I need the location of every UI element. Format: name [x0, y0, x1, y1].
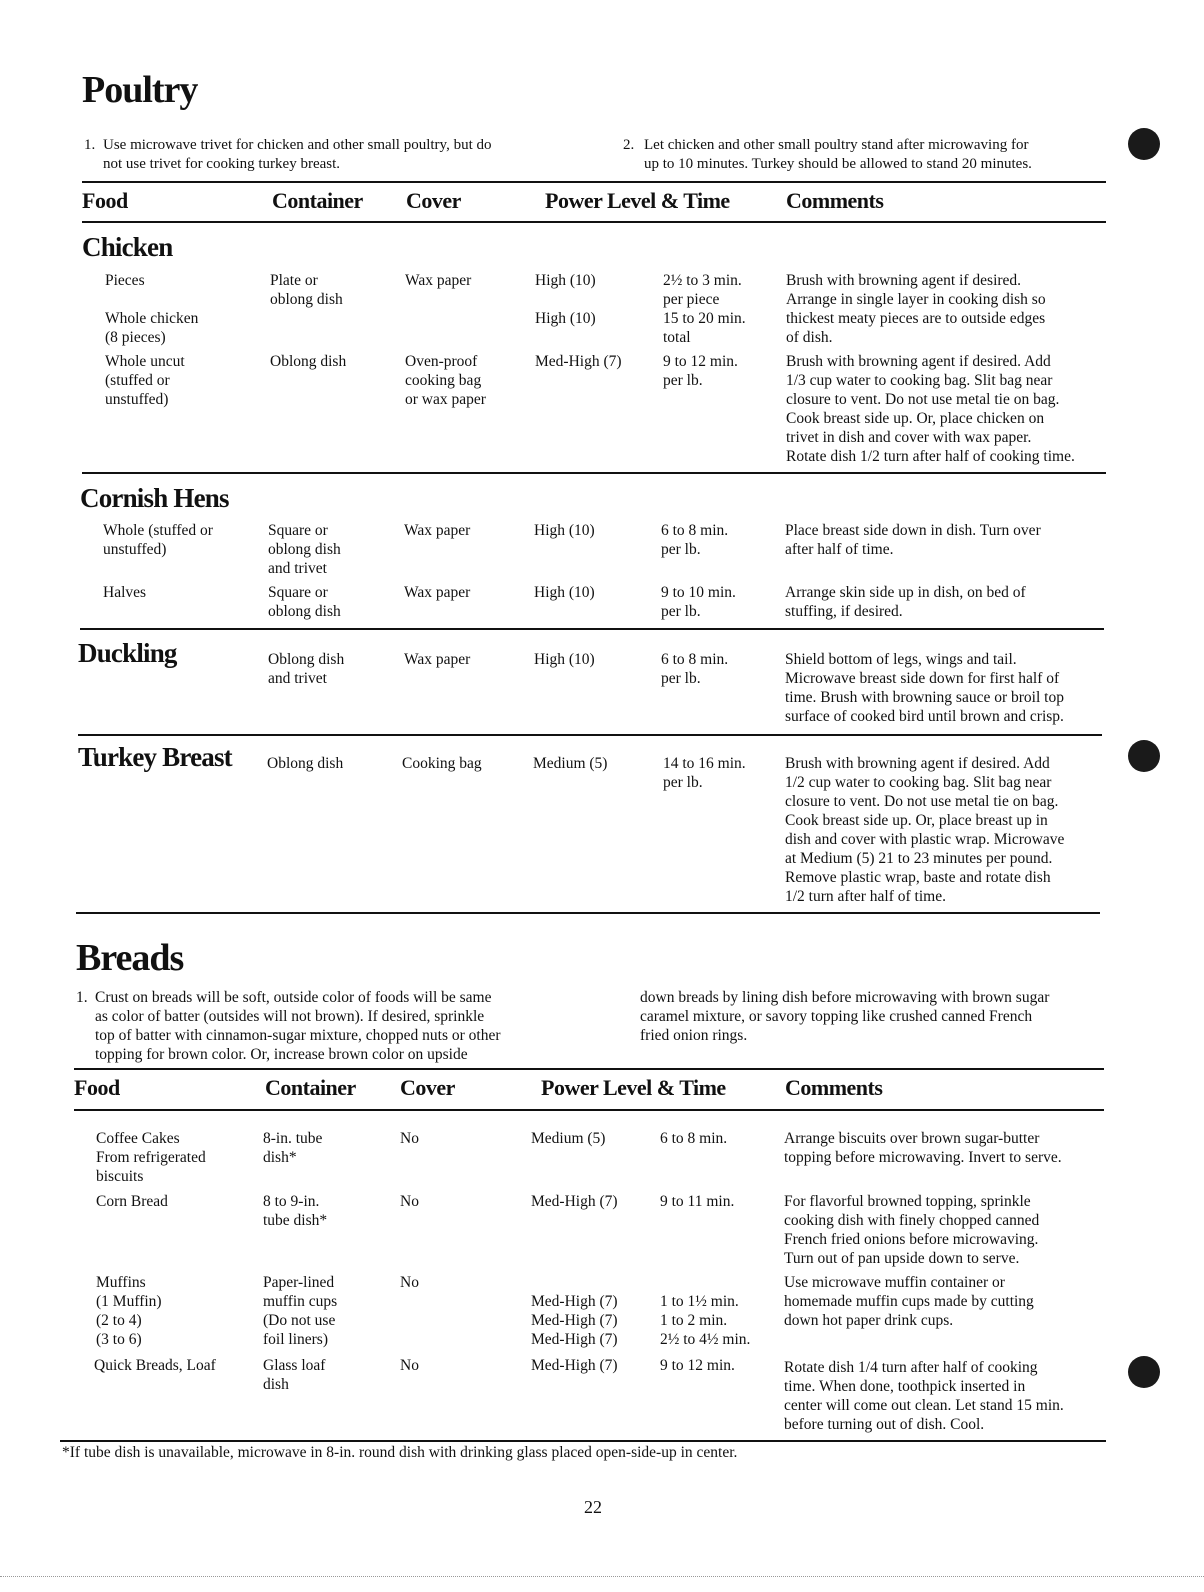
breads-note-left: Crust on breads will be soft, outside color of foods will be same as color of batter (outsides will not brown). If desired, sprinkle top of batter with cinnamon-sugar mixture, chopped nuts or other topping for brown color. Or, increase brown color on upside	[95, 989, 501, 1063]
poultry-title: Poultry	[82, 69, 198, 111]
turkey-container: Oblong dish	[267, 755, 344, 772]
breads-header-power: Power Level & Time	[541, 1075, 726, 1100]
chicken-whole-food: Whole chicken (8 pieces)	[105, 310, 199, 346]
corn-bread-comments: For flavorful browned topping, sprinkle cooking dish with finely chopped canned French fried onions before microwaving. Turn out of pan upside down to serve.	[784, 1193, 1040, 1267]
corn-bread-time: 9 to 11 min.	[660, 1193, 735, 1210]
cornish-whole-power: High (10)	[534, 522, 595, 539]
cornish-halves-comments: Arrange skin side up in dish, on bed of stuffing, if desired.	[785, 584, 1026, 620]
rule-after-chicken	[82, 472, 1106, 474]
cornish-halves-cover: Wax paper	[404, 584, 471, 601]
quick-breads-food: Quick Breads, Loaf	[94, 1357, 216, 1374]
coffee-cakes-time: 6 to 8 min.	[660, 1130, 728, 1147]
poultry-note-1: Use microwave trivet for chicken and other small poultry, but do not use trivet for cooking turkey breast.	[103, 137, 492, 172]
binder-hole-middle	[1128, 740, 1160, 772]
cornish-halves-time: 9 to 10 min. per lb.	[661, 584, 736, 620]
turkey-cover: Cooking bag	[402, 755, 482, 772]
poultry-note-2-num: 2.	[623, 137, 635, 153]
coffee-cakes-comments: Arrange biscuits over brown sugar-butter topping before microwaving. Invert to serve.	[784, 1130, 1062, 1166]
section-duckling: Duckling	[78, 638, 177, 668]
chicken-pieces-cover: Wax paper	[405, 272, 472, 289]
chicken-uncut-cover: Oven-proof cooking bag or wax paper	[405, 353, 486, 408]
breads-footnote: *If tube dish is unavailable, microwave in 8-in. round dish with drinking glass placed open-side-up in center.	[62, 1444, 738, 1461]
breads-header-comments: Comments	[785, 1075, 883, 1100]
poultry-header-power: Power Level & Time	[545, 188, 730, 213]
chicken-uncut-time: 9 to 12 min. per lb.	[663, 353, 738, 389]
poultry-note-1-num: 1.	[84, 137, 96, 153]
breads-header-container: Container	[265, 1075, 356, 1100]
chicken-uncut-container: Oblong dish	[270, 353, 347, 370]
breads-bottom-rule	[60, 1440, 1106, 1442]
cornish-halves-power: High (10)	[534, 584, 595, 601]
cornish-whole-time: 6 to 8 min. per lb.	[661, 522, 729, 558]
poultry-header-comments: Comments	[786, 188, 884, 213]
muffins-power: Med-High (7) Med-High (7) Med-High (7)	[531, 1293, 618, 1348]
corn-bread-power: Med-High (7)	[531, 1193, 618, 1210]
quick-breads-container: Glass loaf dish	[263, 1357, 326, 1393]
binder-hole-top	[1128, 128, 1160, 160]
breads-note-right: down breads by lining dish before microwaving with brown sugar caramel mixture, or savory topping like crushed canned French fried onion rings.	[640, 989, 1050, 1044]
breads-title: Breads	[76, 937, 184, 979]
chicken-whole-time: 15 to 20 min. total	[663, 310, 746, 346]
section-cornish-hens: Cornish Hens	[80, 483, 229, 513]
coffee-cakes-food: Coffee Cakes From refrigerated biscuits	[96, 1130, 206, 1185]
breads-header-bottom-rule	[74, 1109, 1104, 1111]
cornish-whole-cover: Wax paper	[404, 522, 471, 539]
chicken-whole-power: High (10)	[535, 310, 596, 327]
cornish-halves-container: Square or oblong dish	[268, 584, 341, 620]
duckling-comments: Shield bottom of legs, wings and tail. Microwave breast side down for first half of time. Brush with browning sauce or broil top surface of cooked bird until brown and crisp.	[785, 651, 1064, 725]
cornish-whole-comments: Place breast side down in dish. Turn over after half of time.	[785, 522, 1041, 558]
cornish-whole-food: Whole (stuffed or unstuffed)	[103, 522, 213, 558]
chicken-pieces-comments: Brush with browning agent if desired. Arrange in single layer in cooking dish so thickest meaty pieces are to outside edges of dish.	[786, 272, 1046, 346]
duckling-cover: Wax paper	[404, 651, 471, 668]
breads-header-cover: Cover	[400, 1075, 455, 1100]
coffee-cakes-container: 8-in. tube dish*	[263, 1130, 323, 1166]
breads-header-top-rule	[74, 1068, 1104, 1070]
poultry-header-container: Container	[272, 188, 363, 213]
duckling-power: High (10)	[534, 651, 595, 668]
poultry-header-food: Food	[82, 188, 128, 213]
corn-bread-food: Corn Bread	[96, 1193, 168, 1210]
corn-bread-container: 8 to 9-in. tube dish*	[263, 1193, 328, 1229]
muffins-container: Paper-lined muffin cups (Do not use foil liners)	[263, 1274, 338, 1348]
muffins-time: 1 to 1½ min. 1 to 2 min. 2½ to 4½ min.	[660, 1293, 751, 1348]
rule-after-cornish	[80, 628, 1104, 630]
poultry-header-cover: Cover	[406, 188, 461, 213]
breads-note-num: 1.	[76, 989, 88, 1006]
muffins-comments: Use microwave muffin container or homemade muffin cups made by cutting down hot paper drink cups.	[784, 1274, 1034, 1329]
quick-breads-power: Med-High (7)	[531, 1357, 618, 1374]
chicken-uncut-food: Whole uncut (stuffed or unstuffed)	[105, 353, 185, 408]
binder-hole-bottom	[1128, 1356, 1160, 1388]
rule-after-duckling	[78, 734, 1102, 736]
rule-after-turkey	[76, 912, 1100, 914]
cornish-whole-container: Square or oblong dish and trivet	[268, 522, 341, 577]
poultry-note-2: Let chicken and other small poultry stand after microwaving for up to 10 minutes. Turkey should be allowed to stand 20 minutes.	[644, 137, 1032, 172]
poultry-header-bottom-rule	[82, 221, 1106, 223]
quick-breads-comments: Rotate dish 1/4 turn after half of cooking time. When done, toothpick inserted in center will come out clean. Let stand 15 min. before turning out of dish. Cool.	[784, 1359, 1064, 1433]
corn-bread-cover: No	[400, 1193, 419, 1210]
chicken-uncut-comments: Brush with browning agent if desired. Add 1/3 cup water to cooking bag. Slit bag near closure to vent. Do not use metal tie on bag. Cook breast side up. Or, place chicken on trivet in dish and cover with wax paper. Rotate dish 1/2 turn after half of cooking time.	[786, 353, 1075, 465]
poultry-header-top-rule	[82, 181, 1106, 183]
page-number: 22	[584, 1497, 602, 1517]
turkey-power: Medium (5)	[533, 755, 608, 772]
chicken-pieces-power: High (10)	[535, 272, 596, 289]
chicken-pieces-food: Pieces	[105, 272, 145, 289]
coffee-cakes-power: Medium (5)	[531, 1130, 606, 1147]
muffins-food: Muffins (1 Muffin) (2 to 4) (3 to 6)	[96, 1274, 162, 1348]
section-turkey-breast: Turkey Breast	[78, 742, 232, 772]
scan-edge-line	[0, 1576, 1204, 1577]
coffee-cakes-cover: No	[400, 1130, 419, 1147]
chicken-pieces-container: Plate or oblong dish	[270, 272, 343, 308]
chicken-uncut-power: Med-High (7)	[535, 353, 622, 370]
muffins-cover: No	[400, 1274, 419, 1291]
turkey-time: 14 to 16 min. per lb.	[663, 755, 746, 791]
quick-breads-time: 9 to 12 min.	[660, 1357, 735, 1374]
quick-breads-cover: No	[400, 1357, 419, 1374]
section-chicken: Chicken	[82, 232, 173, 262]
chicken-pieces-time: 2½ to 3 min. per piece	[663, 272, 742, 308]
cornish-halves-food: Halves	[103, 584, 147, 601]
breads-header-food: Food	[74, 1075, 120, 1100]
turkey-comments: Brush with browning agent if desired. Add 1/2 cup water to cooking bag. Slit bag near closure to vent. Do not use metal tie on bag. Cook breast side up. Or, place breast up in dish and cover with plastic wrap. Microwave at Medium (5) 21 to 23 minutes per pound. Remove plastic wrap, baste and rotate dish 1/2 turn after half of time.	[785, 755, 1065, 905]
duckling-time: 6 to 8 min. per lb.	[661, 651, 729, 687]
duckling-container: Oblong dish and trivet	[268, 651, 345, 687]
